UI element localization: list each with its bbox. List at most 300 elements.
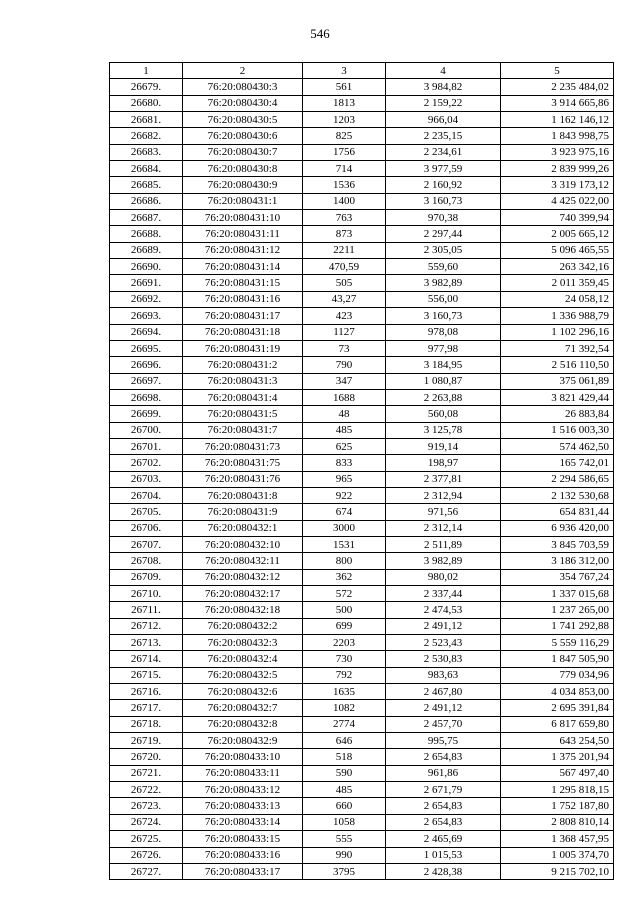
row-number-cell: 26715. (110, 667, 183, 683)
row-number-cell: 26711. (110, 602, 183, 618)
cadastral-value-cell: 1 336 988,79 (501, 308, 614, 324)
cadastral-value-cell: 2 808 810,14 (501, 814, 614, 830)
table-row (110, 177, 614, 193)
specific-value-cell: 995,75 (386, 733, 501, 749)
cadastral-number-cell: 76:20:080431:14 (183, 259, 303, 275)
cadastral-number-cell: 76:20:080431:16 (183, 291, 303, 307)
specific-value-cell: 919,14 (386, 438, 501, 454)
cadastral-number-cell: 76:20:080433:16 (183, 847, 303, 863)
cadastral-number-cell: 76:20:080430:3 (183, 79, 303, 95)
specific-value-cell: 966,04 (386, 112, 501, 128)
specific-value-cell: 3 184,95 (386, 357, 501, 373)
cadastral-number-cell: 76:20:080433:12 (183, 782, 303, 798)
specific-value-cell: 2 377,81 (386, 471, 501, 487)
cadastral-number-cell: 76:20:080432:7 (183, 700, 303, 716)
row-number-cell: 26707. (110, 536, 183, 552)
area-cell: 362 (303, 569, 386, 585)
area-cell: 485 (303, 782, 386, 798)
cadastral-value-cell: 1 741 292,88 (501, 618, 614, 634)
cadastral-value-cell: 24 058,12 (501, 291, 614, 307)
row-number-cell: 26686. (110, 193, 183, 209)
specific-value-cell: 198,97 (386, 455, 501, 471)
cadastral-value-cell: 654 831,44 (501, 504, 614, 520)
area-cell: 825 (303, 128, 386, 144)
specific-value-cell: 978,08 (386, 324, 501, 340)
cadastral-number-cell: 76:20:080431:9 (183, 504, 303, 520)
cadastral-value-cell: 2 132 530,68 (501, 487, 614, 503)
area-cell: 660 (303, 798, 386, 814)
area-cell: 1813 (303, 95, 386, 111)
table-row (110, 389, 614, 405)
cadastral-number-cell: 76:20:080430:8 (183, 161, 303, 177)
area-cell: 800 (303, 553, 386, 569)
area-cell: 646 (303, 733, 386, 749)
specific-value-cell: 971,56 (386, 504, 501, 520)
cadastral-number-cell: 76:20:080432:17 (183, 586, 303, 602)
area-cell: 505 (303, 275, 386, 291)
area-cell: 470,59 (303, 259, 386, 275)
cadastral-number-cell: 76:20:080432:8 (183, 716, 303, 732)
row-number-cell: 26725. (110, 831, 183, 847)
table-row (110, 357, 614, 373)
specific-value-cell: 2 474,53 (386, 602, 501, 618)
row-number-cell: 26700. (110, 422, 183, 438)
table-row (110, 438, 614, 454)
specific-value-cell: 2 465,69 (386, 831, 501, 847)
area-cell: 792 (303, 667, 386, 683)
cadastral-value-cell: 1 102 296,16 (501, 324, 614, 340)
cadastral-number-cell: 76:20:080431:18 (183, 324, 303, 340)
cadastral-value-cell: 3 923 975,16 (501, 144, 614, 160)
cadastral-number-cell: 76:20:080431:19 (183, 340, 303, 356)
row-number-cell: 26683. (110, 144, 183, 160)
area-cell: 990 (303, 847, 386, 863)
row-number-cell: 26694. (110, 324, 183, 340)
row-number-cell: 26695. (110, 340, 183, 356)
cadastral-number-cell: 76:20:080431:2 (183, 357, 303, 373)
row-number-cell: 26688. (110, 226, 183, 242)
cadastral-number-cell: 76:20:080431:12 (183, 242, 303, 258)
row-number-cell: 26723. (110, 798, 183, 814)
specific-value-cell: 3 982,89 (386, 553, 501, 569)
cadastral-value-cell: 779 034,96 (501, 667, 614, 683)
cadastral-number-cell: 76:20:080430:6 (183, 128, 303, 144)
table-row (110, 373, 614, 389)
area-cell: 2211 (303, 242, 386, 258)
cadastral-number-cell: 76:20:080431:8 (183, 487, 303, 503)
table-row (110, 275, 614, 291)
cadastral-number-cell: 76:20:080433:10 (183, 749, 303, 765)
cadastral-value-cell: 165 742,01 (501, 455, 614, 471)
cadastral-number-cell: 76:20:080432:12 (183, 569, 303, 585)
table-row (110, 863, 614, 879)
cadastral-value-cell: 3 186 312,00 (501, 553, 614, 569)
table-row (110, 259, 614, 275)
specific-value-cell: 2 312,14 (386, 520, 501, 536)
specific-value-cell: 2 337,44 (386, 586, 501, 602)
cadastral-number-cell: 76:20:080431:17 (183, 308, 303, 324)
row-number-cell: 26682. (110, 128, 183, 144)
cadastral-value-cell: 643 254,50 (501, 733, 614, 749)
cadastral-value-cell: 2 235 484,02 (501, 79, 614, 95)
table-row (110, 782, 614, 798)
table-body (110, 79, 614, 880)
area-cell: 1203 (303, 112, 386, 128)
cadastral-number-cell: 76:20:080433:17 (183, 863, 303, 879)
column-header-5: 5 (501, 63, 614, 79)
table-row (110, 422, 614, 438)
row-number-cell: 26699. (110, 406, 183, 422)
area-cell: 73 (303, 340, 386, 356)
area-cell: 423 (303, 308, 386, 324)
specific-value-cell: 970,38 (386, 210, 501, 226)
cadastral-number-cell: 76:20:080433:14 (183, 814, 303, 830)
area-cell: 572 (303, 586, 386, 602)
specific-value-cell: 556,00 (386, 291, 501, 307)
cadastral-value-cell: 2 695 391,84 (501, 700, 614, 716)
cadastral-number-cell: 76:20:080432:10 (183, 536, 303, 552)
specific-value-cell: 1 015,53 (386, 847, 501, 863)
row-number-cell: 26685. (110, 177, 183, 193)
area-cell: 1400 (303, 193, 386, 209)
specific-value-cell: 2 263,88 (386, 389, 501, 405)
cadastral-number-cell: 76:20:080432:18 (183, 602, 303, 618)
cadastral-number-cell: 76:20:080433:11 (183, 765, 303, 781)
cadastral-value-cell: 2 516 110,50 (501, 357, 614, 373)
specific-value-cell: 2 654,83 (386, 749, 501, 765)
specific-value-cell: 2 234,61 (386, 144, 501, 160)
specific-value-cell: 3 984,82 (386, 79, 501, 95)
cadastral-value-cell: 5 559 116,29 (501, 635, 614, 651)
row-number-cell: 26721. (110, 765, 183, 781)
table-row (110, 586, 614, 602)
cadastral-value-cell: 5 096 465,55 (501, 242, 614, 258)
cadastral-number-cell: 76:20:080431:3 (183, 373, 303, 389)
row-number-cell: 26681. (110, 112, 183, 128)
cadastral-number-cell: 76:20:080431:1 (183, 193, 303, 209)
table-row (110, 308, 614, 324)
area-cell: 714 (303, 161, 386, 177)
specific-value-cell: 559,60 (386, 259, 501, 275)
row-number-cell: 26705. (110, 504, 183, 520)
cadastral-value-cell: 71 392,54 (501, 340, 614, 356)
specific-value-cell: 980,02 (386, 569, 501, 585)
cadastral-number-cell: 76:20:080432:11 (183, 553, 303, 569)
table-row (110, 95, 614, 111)
table-row (110, 733, 614, 749)
cadastral-number-cell: 76:20:080431:5 (183, 406, 303, 422)
table-row (110, 798, 614, 814)
table-row (110, 340, 614, 356)
cadastral-value-cell: 2 005 665,12 (501, 226, 614, 242)
table-row (110, 667, 614, 683)
cadastral-value-cell: 574 462,50 (501, 438, 614, 454)
table-row (110, 553, 614, 569)
column-header-3: 3 (303, 63, 386, 79)
cadastral-value-cell: 1 162 146,12 (501, 112, 614, 128)
table-row (110, 242, 614, 258)
row-number-cell: 26696. (110, 357, 183, 373)
cadastral-value-cell: 3 845 703,59 (501, 536, 614, 552)
area-cell: 833 (303, 455, 386, 471)
cadastral-value-cell: 2 294 586,65 (501, 471, 614, 487)
specific-value-cell: 2 530,83 (386, 651, 501, 667)
specific-value-cell: 2 312,94 (386, 487, 501, 503)
row-number-cell: 26691. (110, 275, 183, 291)
table-row (110, 684, 614, 700)
cadastral-value-cell: 354 767,24 (501, 569, 614, 585)
area-cell: 555 (303, 831, 386, 847)
specific-value-cell: 560,08 (386, 406, 501, 422)
specific-value-cell: 2 671,79 (386, 782, 501, 798)
cadastral-value-cell: 1 516 003,30 (501, 422, 614, 438)
specific-value-cell: 2 491,12 (386, 700, 501, 716)
area-cell: 3795 (303, 863, 386, 879)
table-row (110, 569, 614, 585)
specific-value-cell: 3 982,89 (386, 275, 501, 291)
area-cell: 2774 (303, 716, 386, 732)
cadastral-value-cell: 3 319 173,12 (501, 177, 614, 193)
area-cell: 3000 (303, 520, 386, 536)
row-number-cell: 26689. (110, 242, 183, 258)
cadastral-value-cell: 26 883,84 (501, 406, 614, 422)
table-row (110, 455, 614, 471)
cadastral-number-cell: 76:20:080431:7 (183, 422, 303, 438)
cadastral-number-cell: 76:20:080431:73 (183, 438, 303, 454)
row-number-cell: 26706. (110, 520, 183, 536)
cadastral-value-cell: 4 034 853,00 (501, 684, 614, 700)
table-row (110, 749, 614, 765)
area-cell: 48 (303, 406, 386, 422)
specific-value-cell: 2 160,92 (386, 177, 501, 193)
cadastral-number-cell: 76:20:080430:5 (183, 112, 303, 128)
row-number-cell: 26726. (110, 847, 183, 863)
area-cell: 590 (303, 765, 386, 781)
table-row (110, 536, 614, 552)
cadastral-number-cell: 76:20:080433:15 (183, 831, 303, 847)
cadastral-number-cell: 76:20:080432:9 (183, 733, 303, 749)
table-row (110, 226, 614, 242)
row-number-cell: 26727. (110, 863, 183, 879)
table-row (110, 520, 614, 536)
cadastral-number-cell: 76:20:080432:1 (183, 520, 303, 536)
area-cell: 1536 (303, 177, 386, 193)
specific-value-cell: 1 080,87 (386, 373, 501, 389)
area-cell: 2203 (303, 635, 386, 651)
cadastral-value-cell: 2 839 999,26 (501, 161, 614, 177)
area-cell: 763 (303, 210, 386, 226)
table-row (110, 635, 614, 651)
row-number-cell: 26713. (110, 635, 183, 651)
table-row (110, 324, 614, 340)
cadastral-number-cell: 76:20:080430:9 (183, 177, 303, 193)
cadastral-value-cell: 1 337 015,68 (501, 586, 614, 602)
area-cell: 485 (303, 422, 386, 438)
table-row (110, 765, 614, 781)
specific-value-cell: 3 125,78 (386, 422, 501, 438)
cadastral-value-cell: 1 375 201,94 (501, 749, 614, 765)
cadastral-value-cell: 1 368 457,95 (501, 831, 614, 847)
row-number-cell: 26714. (110, 651, 183, 667)
row-number-cell: 26680. (110, 95, 183, 111)
specific-value-cell: 3 160,73 (386, 193, 501, 209)
table-row (110, 831, 614, 847)
area-cell: 43,27 (303, 291, 386, 307)
specific-value-cell: 3 160,73 (386, 308, 501, 324)
cadastral-number-cell: 76:20:080430:4 (183, 95, 303, 111)
row-number-cell: 26693. (110, 308, 183, 324)
row-number-cell: 26702. (110, 455, 183, 471)
cadastral-value-cell: 6 817 659,80 (501, 716, 614, 732)
row-number-cell: 26698. (110, 389, 183, 405)
row-number-cell: 26692. (110, 291, 183, 307)
row-number-cell: 26712. (110, 618, 183, 634)
row-number-cell: 26708. (110, 553, 183, 569)
row-number-cell: 26724. (110, 814, 183, 830)
area-cell: 1635 (303, 684, 386, 700)
specific-value-cell: 961,86 (386, 765, 501, 781)
cadastral-number-cell: 76:20:080431:10 (183, 210, 303, 226)
cadastral-value-cell: 1 843 998,75 (501, 128, 614, 144)
table-row (110, 144, 614, 160)
row-number-cell: 26690. (110, 259, 183, 275)
area-cell: 1756 (303, 144, 386, 160)
specific-value-cell: 2 467,80 (386, 684, 501, 700)
cadastral-number-cell: 76:20:080431:15 (183, 275, 303, 291)
area-cell: 922 (303, 487, 386, 503)
row-number-cell: 26719. (110, 733, 183, 749)
area-cell: 1531 (303, 536, 386, 552)
cadastral-value-cell: 375 061,89 (501, 373, 614, 389)
cadastral-number-cell: 76:20:080432:6 (183, 684, 303, 700)
column-header-4: 4 (386, 63, 501, 79)
specific-value-cell: 2 159,22 (386, 95, 501, 111)
cadastral-number-cell: 76:20:080431:4 (183, 389, 303, 405)
area-cell: 1127 (303, 324, 386, 340)
row-number-cell: 26701. (110, 438, 183, 454)
area-cell: 699 (303, 618, 386, 634)
row-number-cell: 26697. (110, 373, 183, 389)
row-number-cell: 26679. (110, 79, 183, 95)
cadastral-value-cell: 6 936 420,00 (501, 520, 614, 536)
table-row (110, 112, 614, 128)
cadastral-value-cell: 1 005 374,70 (501, 847, 614, 863)
cadastral-value-cell: 1 295 818,15 (501, 782, 614, 798)
specific-value-cell: 2 511,89 (386, 536, 501, 552)
cadastral-value-cell: 1 752 187,80 (501, 798, 614, 814)
area-cell: 500 (303, 602, 386, 618)
cadastral-value-cell: 1 847 505,90 (501, 651, 614, 667)
column-header-2: 2 (183, 63, 303, 79)
cadastral-value-cell: 2 011 359,45 (501, 275, 614, 291)
specific-value-cell: 977,98 (386, 340, 501, 356)
table-row (110, 847, 614, 863)
table-row (110, 210, 614, 226)
table-row (110, 471, 614, 487)
specific-value-cell: 2 235,15 (386, 128, 501, 144)
table-row (110, 618, 614, 634)
specific-value-cell: 2 457,70 (386, 716, 501, 732)
specific-value-cell: 983,63 (386, 667, 501, 683)
table-row (110, 406, 614, 422)
cadastral-number-cell: 76:20:080431:76 (183, 471, 303, 487)
table-row (110, 814, 614, 830)
cadastral-value-cell: 4 425 022,00 (501, 193, 614, 209)
page-number: 546 (310, 26, 330, 41)
table-row (110, 128, 614, 144)
table-row (110, 161, 614, 177)
table-row (110, 700, 614, 716)
row-number-cell: 26716. (110, 684, 183, 700)
row-number-cell: 26717. (110, 700, 183, 716)
area-cell: 790 (303, 357, 386, 373)
specific-value-cell: 2 654,83 (386, 814, 501, 830)
table-row (110, 602, 614, 618)
table-row (110, 79, 614, 95)
row-number-cell: 26709. (110, 569, 183, 585)
row-number-cell: 26684. (110, 161, 183, 177)
area-cell: 561 (303, 79, 386, 95)
row-number-cell: 26718. (110, 716, 183, 732)
table-row (110, 291, 614, 307)
cadastral-value-cell: 740 399,94 (501, 210, 614, 226)
row-number-cell: 26687. (110, 210, 183, 226)
specific-value-cell: 2 305,05 (386, 242, 501, 258)
specific-value-cell: 2 654,83 (386, 798, 501, 814)
specific-value-cell: 2 297,44 (386, 226, 501, 242)
table-row (110, 504, 614, 520)
row-number-cell: 26722. (110, 782, 183, 798)
cadastral-number-cell: 76:20:080432:5 (183, 667, 303, 683)
area-cell: 347 (303, 373, 386, 389)
area-cell: 965 (303, 471, 386, 487)
area-cell: 1058 (303, 814, 386, 830)
specific-value-cell: 2 491,12 (386, 618, 501, 634)
table-row (110, 651, 614, 667)
cadastral-value-table (109, 62, 614, 880)
table-row (110, 716, 614, 732)
cadastral-value-cell: 567 497,40 (501, 765, 614, 781)
cadastral-number-cell: 76:20:080430:7 (183, 144, 303, 160)
cadastral-number-cell: 76:20:080431:11 (183, 226, 303, 242)
cadastral-number-cell: 76:20:080433:13 (183, 798, 303, 814)
row-number-cell: 26704. (110, 487, 183, 503)
area-cell: 1688 (303, 389, 386, 405)
row-number-cell: 26703. (110, 471, 183, 487)
specific-value-cell: 2 523,43 (386, 635, 501, 651)
row-number-cell: 26720. (110, 749, 183, 765)
cadastral-value-cell: 3 914 665,86 (501, 95, 614, 111)
area-cell: 625 (303, 438, 386, 454)
specific-value-cell: 2 428,38 (386, 863, 501, 879)
table-row (110, 487, 614, 503)
row-number-cell: 26710. (110, 586, 183, 602)
area-cell: 674 (303, 504, 386, 520)
specific-value-cell: 3 977,59 (386, 161, 501, 177)
cadastral-number-cell: 76:20:080432:2 (183, 618, 303, 634)
table-header-row (110, 63, 614, 79)
cadastral-value-cell: 9 215 702,10 (501, 863, 614, 879)
cadastral-number-cell: 76:20:080432:3 (183, 635, 303, 651)
area-cell: 873 (303, 226, 386, 242)
area-cell: 730 (303, 651, 386, 667)
cadastral-value-cell: 1 237 265,00 (501, 602, 614, 618)
cadastral-number-cell: 76:20:080432:4 (183, 651, 303, 667)
table-row (110, 193, 614, 209)
cadastral-value-cell: 263 342,16 (501, 259, 614, 275)
area-cell: 518 (303, 749, 386, 765)
cadastral-value-cell: 3 821 429,44 (501, 389, 614, 405)
